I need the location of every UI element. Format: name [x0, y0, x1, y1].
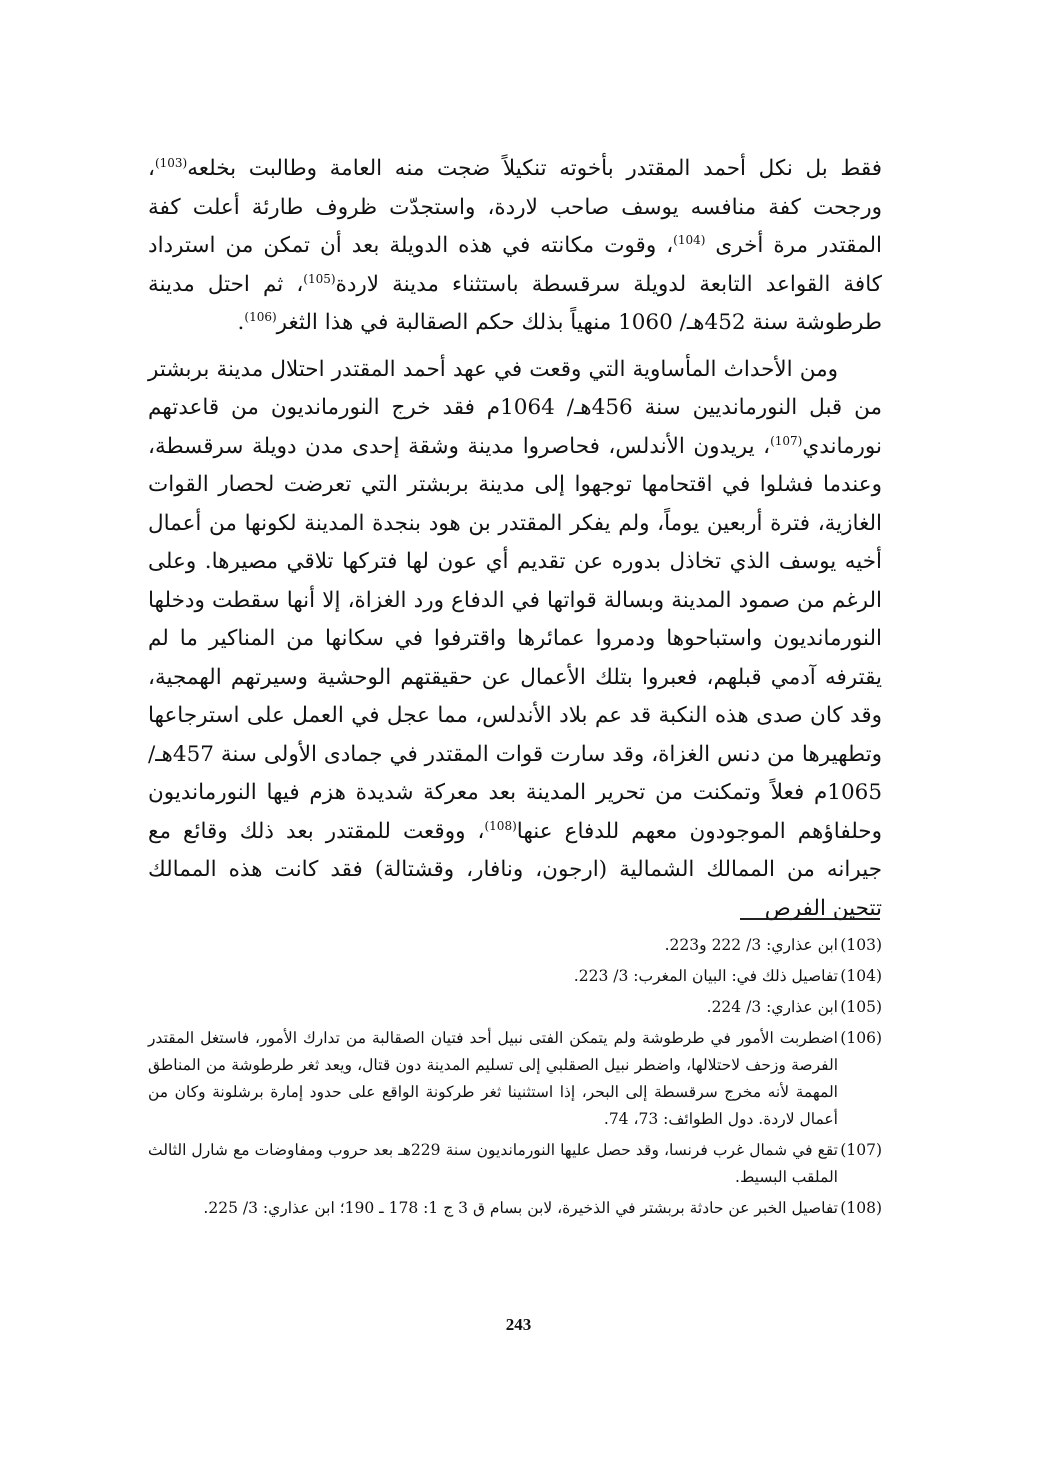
- text-segment: ، وقوت مكانته في هذه الدويلة بعد أن تمكن من استرداد كافة القواعد التابعة لدويلة سرقسطة باستثناء مدينة لاردة: [148, 233, 882, 297]
- footnote-text: تفاصيل ذلك في: البيان المغرب: 3/ 223.: [573, 967, 838, 985]
- footnote-108: [148, 1195, 882, 1222]
- footnote-number: (107): [840, 1141, 882, 1159]
- text-segment: ، ووقعت للمقتدر بعد ذلك وقائع مع جيرانه من الممالك الشمالية (ارجون، ونافار، وقشتالة) فقد كانت هذه الممالك تتحين الفرص: [148, 818, 882, 921]
- footnote-106: [148, 1025, 882, 1133]
- main-text: [148, 150, 882, 928]
- footnote-103: [148, 932, 882, 959]
- footnote-ref-107: (107): [770, 433, 803, 448]
- footnote-divider: [740, 918, 880, 920]
- footnote-text: تفاصيل الخبر عن حادثة بربشتر في الذخيرة، لابن بسام ق 3 ج 1: 178 ـ 190؛ ابن عذاري: 3/ 225.: [203, 1199, 838, 1217]
- paragraph-2: [148, 351, 882, 929]
- footnote-text: تقع في شمال غرب فرنسا، وقد حصل عليها النورمانديون سنة 229هـ بعد حروب ومفاوضات مع شارل الثالث الملقب البسيط.: [148, 1141, 838, 1186]
- footnote-number: (103): [840, 936, 882, 954]
- footnote-number: (106): [840, 1029, 882, 1047]
- footnote-number: (105): [840, 998, 882, 1016]
- text-segment: ومن الأحداث المأساوية التي وقعت في عهد أحمد المقتدر احتلال مدينة بربشتر من قبل النورمانديين سنة 456هـ/ 1064م فقد خرج النورمانديون من قاعدتهم نورماندي: [148, 356, 883, 459]
- footnote-text: ابن عذاري: 3/ 224.: [706, 998, 838, 1016]
- text-segment: فقط بل نكل أحمد المقتدر بأخوته تنكيلاً ضجت منه العامة وطالبت بخلعه: [187, 156, 882, 181]
- text-segment: ، ثم احتل مدينة طرطوشة سنة 452هـ/ 1060 منهياً بذلك حكم الصقالبة في هذا الثغر: [148, 271, 882, 335]
- footnote-text: اضطربت الأمور في طرطوشة ولم يتمكن الفتى نبيل أحد فتيان الصقالبة من تدارك الأمور، فاستغل المقتدر الفرصة وزحف لاحتلالها، واضطر نبيل الصقلبي إلى تسليم المدينة دون قتال، ويعد ثغر طرطوشة من المناطق المهمة لأنه مخرج سرقسطة إلى البحر، إذا استثنينا ثغر طركونة الواقع على حدود إمارة برشلونة وكان من أعمال لاردة. دول الطوائف: 73، 74.: [148, 1029, 838, 1128]
- footnote-ref-106: (106): [244, 309, 277, 324]
- footnote-ref-108: (108): [484, 818, 517, 833]
- footnote-ref-105: (105): [303, 271, 336, 286]
- footnote-number: (108): [840, 1199, 882, 1217]
- text-segment: .: [237, 310, 245, 335]
- footnote-number: (104): [840, 967, 882, 985]
- footnote-text: ابن عذاري: 3/ 222 و223.: [664, 936, 838, 954]
- footnote-104: [148, 963, 882, 990]
- text-segment: ، ورجحت كفة منافسه يوسف صاحب لاردة، واستجدّت ظروف طارئة أعلت كفة المقتدر مرة أخرى: [148, 156, 882, 258]
- footnotes: [148, 932, 882, 1226]
- footnote-107: [148, 1137, 882, 1191]
- footnote-ref-104: (104): [673, 232, 706, 247]
- footnote-105: [148, 994, 882, 1021]
- page-number: 243: [505, 1315, 532, 1334]
- text-segment: ، يريدون الأندلس، فحاصروا مدينة وشقة إحدى مدن دويلة سرقسطة، وعندما فشلوا في اقتحامها توجهوا إلى مدينة بربشتر التي تعرضت لحصار القوات الغازية، فترة أربعين يوماً، ولم يفكر المقتدر بن هود بنجدة المدينة لكونها من أعمال أخيه يوسف الذي تخاذل بدوره عن تقديم أي عون لها فتركها تلاقي مصيرها. وعلى الرغم من صمود المدينة وبسالة قواتها في الدفاع ورد الغزاة، إلا أنها سقطت ودخلها النورمانديون واستباحوها ودمروا عمائرها واقترفوا في سكانها من المناكير ما لم يقترفه آدمي قبلهم، فعبروا بتلك الأعمال عن حقيقتهم الوحشية وسيرتهم الهمجية، وقد كان صدى هذه النكبة قد عم بلاد الأندلس، مما عجل في العمل على استرجاعها وتطهيرها من دنس الغزاة، وقد سارت قوات المقتدر في جمادى الأولى سنة 457هـ/ 1065م فعلاً وتمكنت من تحرير المدينة بعد معركة شديدة هزم فيها النورمانديون وحلفاؤهم الموجودون معهم للدفاع عنها: [148, 433, 882, 844]
- footnote-ref-103: (103): [154, 155, 188, 170]
- paragraph-1: [148, 150, 882, 343]
